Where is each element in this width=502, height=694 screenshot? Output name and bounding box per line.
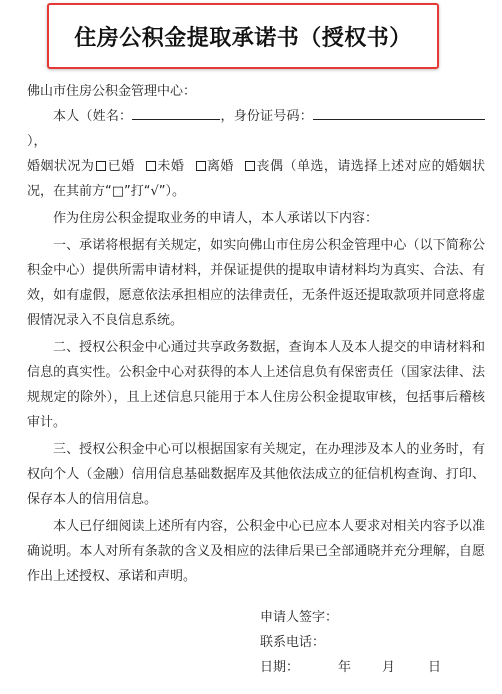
widowed-label: 丧偶 — [256, 159, 284, 174]
applicant-signature-label: 申请人签字： — [260, 610, 339, 625]
personal-line-suffix: ）， — [27, 134, 47, 149]
clause-3: 三、授权公积金中心可以根据国家有关规定，在办理涉及本人的业务时，有权向个人（金融）信用信息基础数据库及其他依法成立的征信机构查询、打印、保存本人的信用信息。 — [27, 442, 485, 507]
divorced-checkbox[interactable] — [196, 161, 206, 171]
date-label: 日期： — [260, 660, 300, 675]
recipient-line: 佛山市住房公积金管理中心： — [27, 84, 197, 99]
applicant-signature-line — [260, 610, 338, 626]
marital-status-line — [27, 154, 485, 204]
document-title: 住房公积金提取承诺书（授权书） — [74, 25, 412, 51]
clause-1: 一、承诺将根据有关规定，如实向佛山市住房公积金管理中心（以下简称公积金中心）提供所需申请材料，并保证提供的提取申请材料均为真实、合法、有效，如有虚假，愿意依法承担相应的法律责任，无条件返还提取款项并同意将虚假情况录入不良信息系统。 — [27, 238, 485, 328]
divorced-label: 离婚 — [206, 159, 234, 174]
intro-paragraph: 作为住房公积金提取业务的申请人，本人承诺以下内容： — [53, 211, 379, 226]
id-number-blank[interactable] — [313, 106, 485, 120]
married-checkbox[interactable] — [96, 161, 106, 171]
title-box — [47, 3, 439, 69]
clause-2: 二、授权公积金中心通过共享政务数据，查询本人及本人提交的申请材料和信息的真实性。公积金中心对获得的本人上述信息负有保密责任（国家法律、法规规定的除外），且上述信息只能用于本人住房公积金提取审核，包括事后稽核审计。 — [27, 340, 485, 430]
name-blank[interactable] — [132, 106, 220, 120]
name-label: 本人（姓名： — [53, 109, 133, 124]
closing-statement: 本人已仔细阅读上述所有内容，公积金中心已应本人要求对相关内容予以准确说明。本人对所有条款的含义及相应的法律后果已全部通晓并充分理解，自愿作出上述授权、承诺和声明。 — [27, 519, 485, 584]
contact-phone-line — [260, 635, 325, 651]
personal-info-line — [27, 104, 485, 154]
date-line — [260, 660, 442, 676]
day-label: 日 — [428, 660, 442, 675]
contact-phone-label: 联系电话： — [260, 635, 326, 650]
marital-status-label: 婚姻状况为 — [27, 159, 95, 174]
document-body — [27, 79, 485, 589]
month-label: 月 — [382, 660, 396, 675]
marital-status-note: （单选，请选择上述对应的婚姻状况，在其前方“□”打“√”）。 — [27, 159, 485, 199]
unmarried-checkbox[interactable] — [146, 161, 156, 171]
id-number-label: ，身份证号码： — [220, 109, 313, 124]
year-label: 年 — [338, 660, 352, 675]
widowed-checkbox[interactable] — [245, 161, 255, 171]
married-label: 已婚 — [107, 159, 135, 174]
unmarried-label: 未婚 — [156, 159, 185, 174]
